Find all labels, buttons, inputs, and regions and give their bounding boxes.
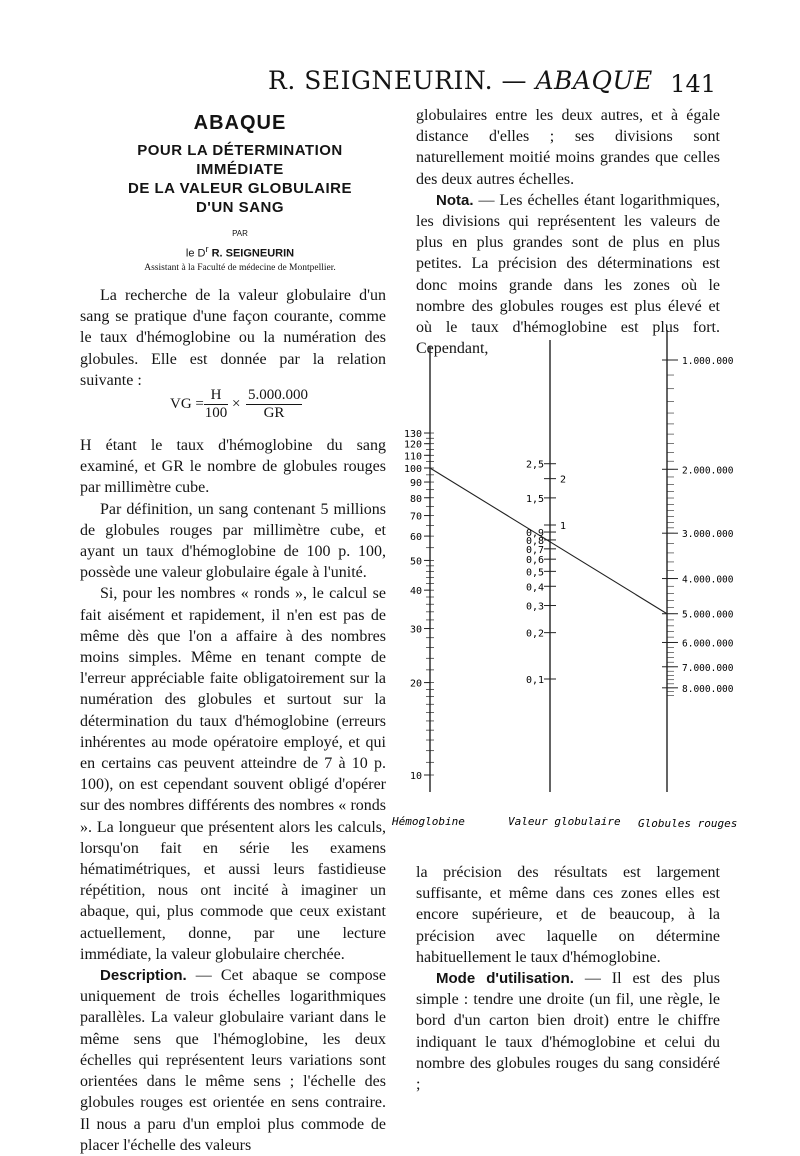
formula — [160, 387, 340, 427]
article-title: ABAQUE — [193, 112, 287, 134]
vg-tick-label: 0,5 — [525, 567, 544, 579]
vg-tick-label: 0,3 — [525, 601, 544, 613]
axis-label-valeur-globulaire: Valeur globulaire — [508, 815, 621, 828]
gr-tick-label: 7.000.000 — [682, 662, 734, 674]
right-column-bottom — [416, 862, 720, 1095]
left-column-body — [80, 435, 386, 1156]
section-body: — Cet abaque se compose uniquement de trois échelles logarithmiques parallèles. La valeur globulaire variant dans le même sens que l'hémoglobine, les deux échelles qui représentent leurs variations sont orientées dans le même sens ; l'échelle des globules rouges est orientée en sens contraire. Il nous a paru d'un emploi plus commode de placer l'échelle des valeurs — [80, 967, 386, 1154]
right-column-top — [416, 105, 720, 359]
hemoglobin-tick-label: 10 — [409, 771, 422, 782]
running-header — [0, 66, 800, 106]
nomogram-figure — [390, 330, 750, 850]
vg-tick-label: 0,4 — [525, 582, 544, 594]
fraction-h — [204, 387, 228, 422]
section-body: — Il est des plus simple : tendre une droite (un fil, une règle, le bord d'un carton bien droit) entre le chiffre indiquant le taux d'hémoglobine et celui du nombre des globules rouges du sang considéré ; — [416, 970, 721, 1094]
hemoglobin-tick-label: 120 — [403, 439, 422, 451]
section-head: Mode d'utilisation. — [436, 970, 574, 988]
gr-tick-label: 3.000.000 — [682, 529, 734, 541]
author-prefix: le D — [185, 247, 206, 260]
section-body: — Les échelles étant logarithmiques, les divisions qui représentent les valeurs de plus en plus grandes sont de plus en plus petites. La précision des déterminations est donc moins grande dans les zones où le nombre des globules rouges est plus élevé et où le taux d'hémoglobine est plus fort. Cependant, — [416, 191, 720, 358]
hemoglobin-tick-label: 110 — [403, 451, 422, 463]
gr-tick-label: 6.000.000 — [682, 638, 734, 650]
vg-tick-label: 0,6 — [525, 555, 544, 567]
vg-tick-label: 2,5 — [525, 459, 544, 471]
frac-num: 5.000.000 — [248, 387, 308, 403]
fraction-gr — [246, 387, 308, 422]
left-column-intro — [80, 285, 386, 391]
vg-tick-label: 1 — [560, 521, 567, 532]
subtitle-line: DE LA VALEUR GLOBULAIRE — [128, 180, 352, 197]
hemoglobin-tick-label: 70 — [409, 511, 422, 523]
paragraph: Par définition, un sang contenant 5 millions de globules rouges par millimètre cube, et ayant un taux d'hémoglobine de 100 p. 100, possède une valeur globulaire égale à l'unité. — [80, 500, 386, 582]
frac-den: 100 — [204, 405, 228, 421]
vg-tick-label: 0,9 — [525, 528, 544, 540]
hemoglobin-tick-label: 80 — [409, 493, 422, 505]
vg-tick-label: 0,8 — [525, 535, 544, 547]
vg-tick-label: 2 — [560, 474, 567, 486]
hemoglobin-tick-label: 130 — [403, 429, 422, 441]
paragraph: La recherche de la valeur globulaire d'un sang se pratique d'une façon courante, comme le taux d'hémoglobine ou la numération des globules. Elle est donnée par la relation suivante : — [80, 287, 386, 389]
page-number: 141 — [670, 70, 716, 98]
vg-tick-label: 0,7 — [525, 544, 544, 556]
vg-tick-label: 0,2 — [525, 628, 544, 640]
section-head: Nota. — [436, 191, 474, 209]
paragraph: H étant le taux d'hémoglobine du sang examiné, et GR le nombre de globules rouges par millimètre cube. — [80, 437, 386, 497]
hemoglobin-tick-label: 40 — [409, 586, 422, 598]
vg-ticks — [526, 460, 566, 686]
affiliation: Assistant à la Faculté de médecine de Montpellier. — [144, 262, 336, 273]
hemoglobin-tick-label: 100 — [403, 464, 422, 475]
times-sign: × — [232, 396, 241, 412]
gr-tick-label: 5.000.000 — [682, 609, 734, 621]
author-sup: r — [205, 244, 209, 254]
paragraph-mode — [416, 968, 720, 1095]
running-dash: — — [501, 66, 528, 95]
hemoglobin-tick-label: 60 — [409, 532, 422, 544]
hemoglobin-tick-label: 30 — [409, 624, 422, 636]
section-head: Description. — [100, 967, 187, 985]
par-label: PAR — [232, 229, 248, 238]
article-title-block — [80, 108, 400, 273]
axis-label-hemoglobine: Hémoglobine — [392, 815, 465, 828]
hemoglobin-tick-label: 90 — [409, 478, 422, 490]
vg-tick-label: 0,1 — [525, 675, 544, 686]
paragraph: la précision des résultats est largement suffisante, et même dans ces zones elles est encore supérieure, et de beaucoup, à la précision avec laquelle on détermine habituellement le taux d'hémoglobine. — [416, 864, 720, 966]
author-line — [80, 244, 400, 260]
gr-tick-label: 2.000.000 — [682, 465, 734, 477]
running-title — [268, 66, 653, 95]
subtitle-line: POUR LA DÉTERMINATION — [137, 142, 343, 159]
frac-num: H — [204, 387, 228, 405]
hemoglobin-tick-label: 50 — [409, 556, 422, 568]
gr-tick-label: 4.000.000 — [682, 574, 734, 586]
paragraph: Si, pour les nombres « ronds », le calcul se fait aisément et rapidement, il n'en est pas de même dès que l'on a affaire à des nombres moins simples. Même en tenant compte de l'erreur appréciable faite obligatoirement sur la numération des globules et surtout sur la détermination du taux d'hémoglobine (erreurs inhérentes au mode opératoire employé, et qui en certains cas peuvent atteindre de 7 à 10 p. 100), on est cependant souvent obligé d'opérer sur des nombres différents des nombres « ronds ». La longueur que présentent alors les calculs, lorsqu'on fait en série les examens hématimétriques, et aussi leurs fastidieuse répétition, nous ont incité à imaginer un abaque, qui, plus commode que ceux existant actuellement, donne, par une lecture immédiate, la valeur globulaire cherchée. — [80, 585, 386, 963]
author-name: R. SEIGNEURIN — [211, 247, 295, 260]
gr-tick-label: 1.000.000 — [682, 356, 734, 367]
hemoglobin-tick-label: 20 — [409, 678, 422, 690]
paragraph-description — [80, 965, 386, 1156]
vg-tick-label: 1,5 — [525, 493, 544, 505]
example-line — [430, 468, 667, 614]
formula-lhs: VG = — [170, 396, 204, 412]
running-abaque: ABAQUE — [535, 66, 653, 95]
frac-den: GR — [263, 405, 285, 421]
gr-ticks — [662, 356, 734, 696]
running-author: R. SEIGNEURIN. — [268, 66, 494, 95]
subtitle-line: D'UN SANG — [195, 199, 285, 216]
subtitle-line: IMMÉDIATE — [196, 161, 284, 178]
gr-tick-label: 8.000.000 — [682, 683, 734, 695]
paragraph: globulaires entre les deux autres, et à égale distance d'elles ; ses divisions sont naturellement moitié moins grandes que celles des deux autres échelles. — [416, 107, 720, 188]
axis-label-globules-rouges: Globules rouges — [638, 817, 738, 830]
